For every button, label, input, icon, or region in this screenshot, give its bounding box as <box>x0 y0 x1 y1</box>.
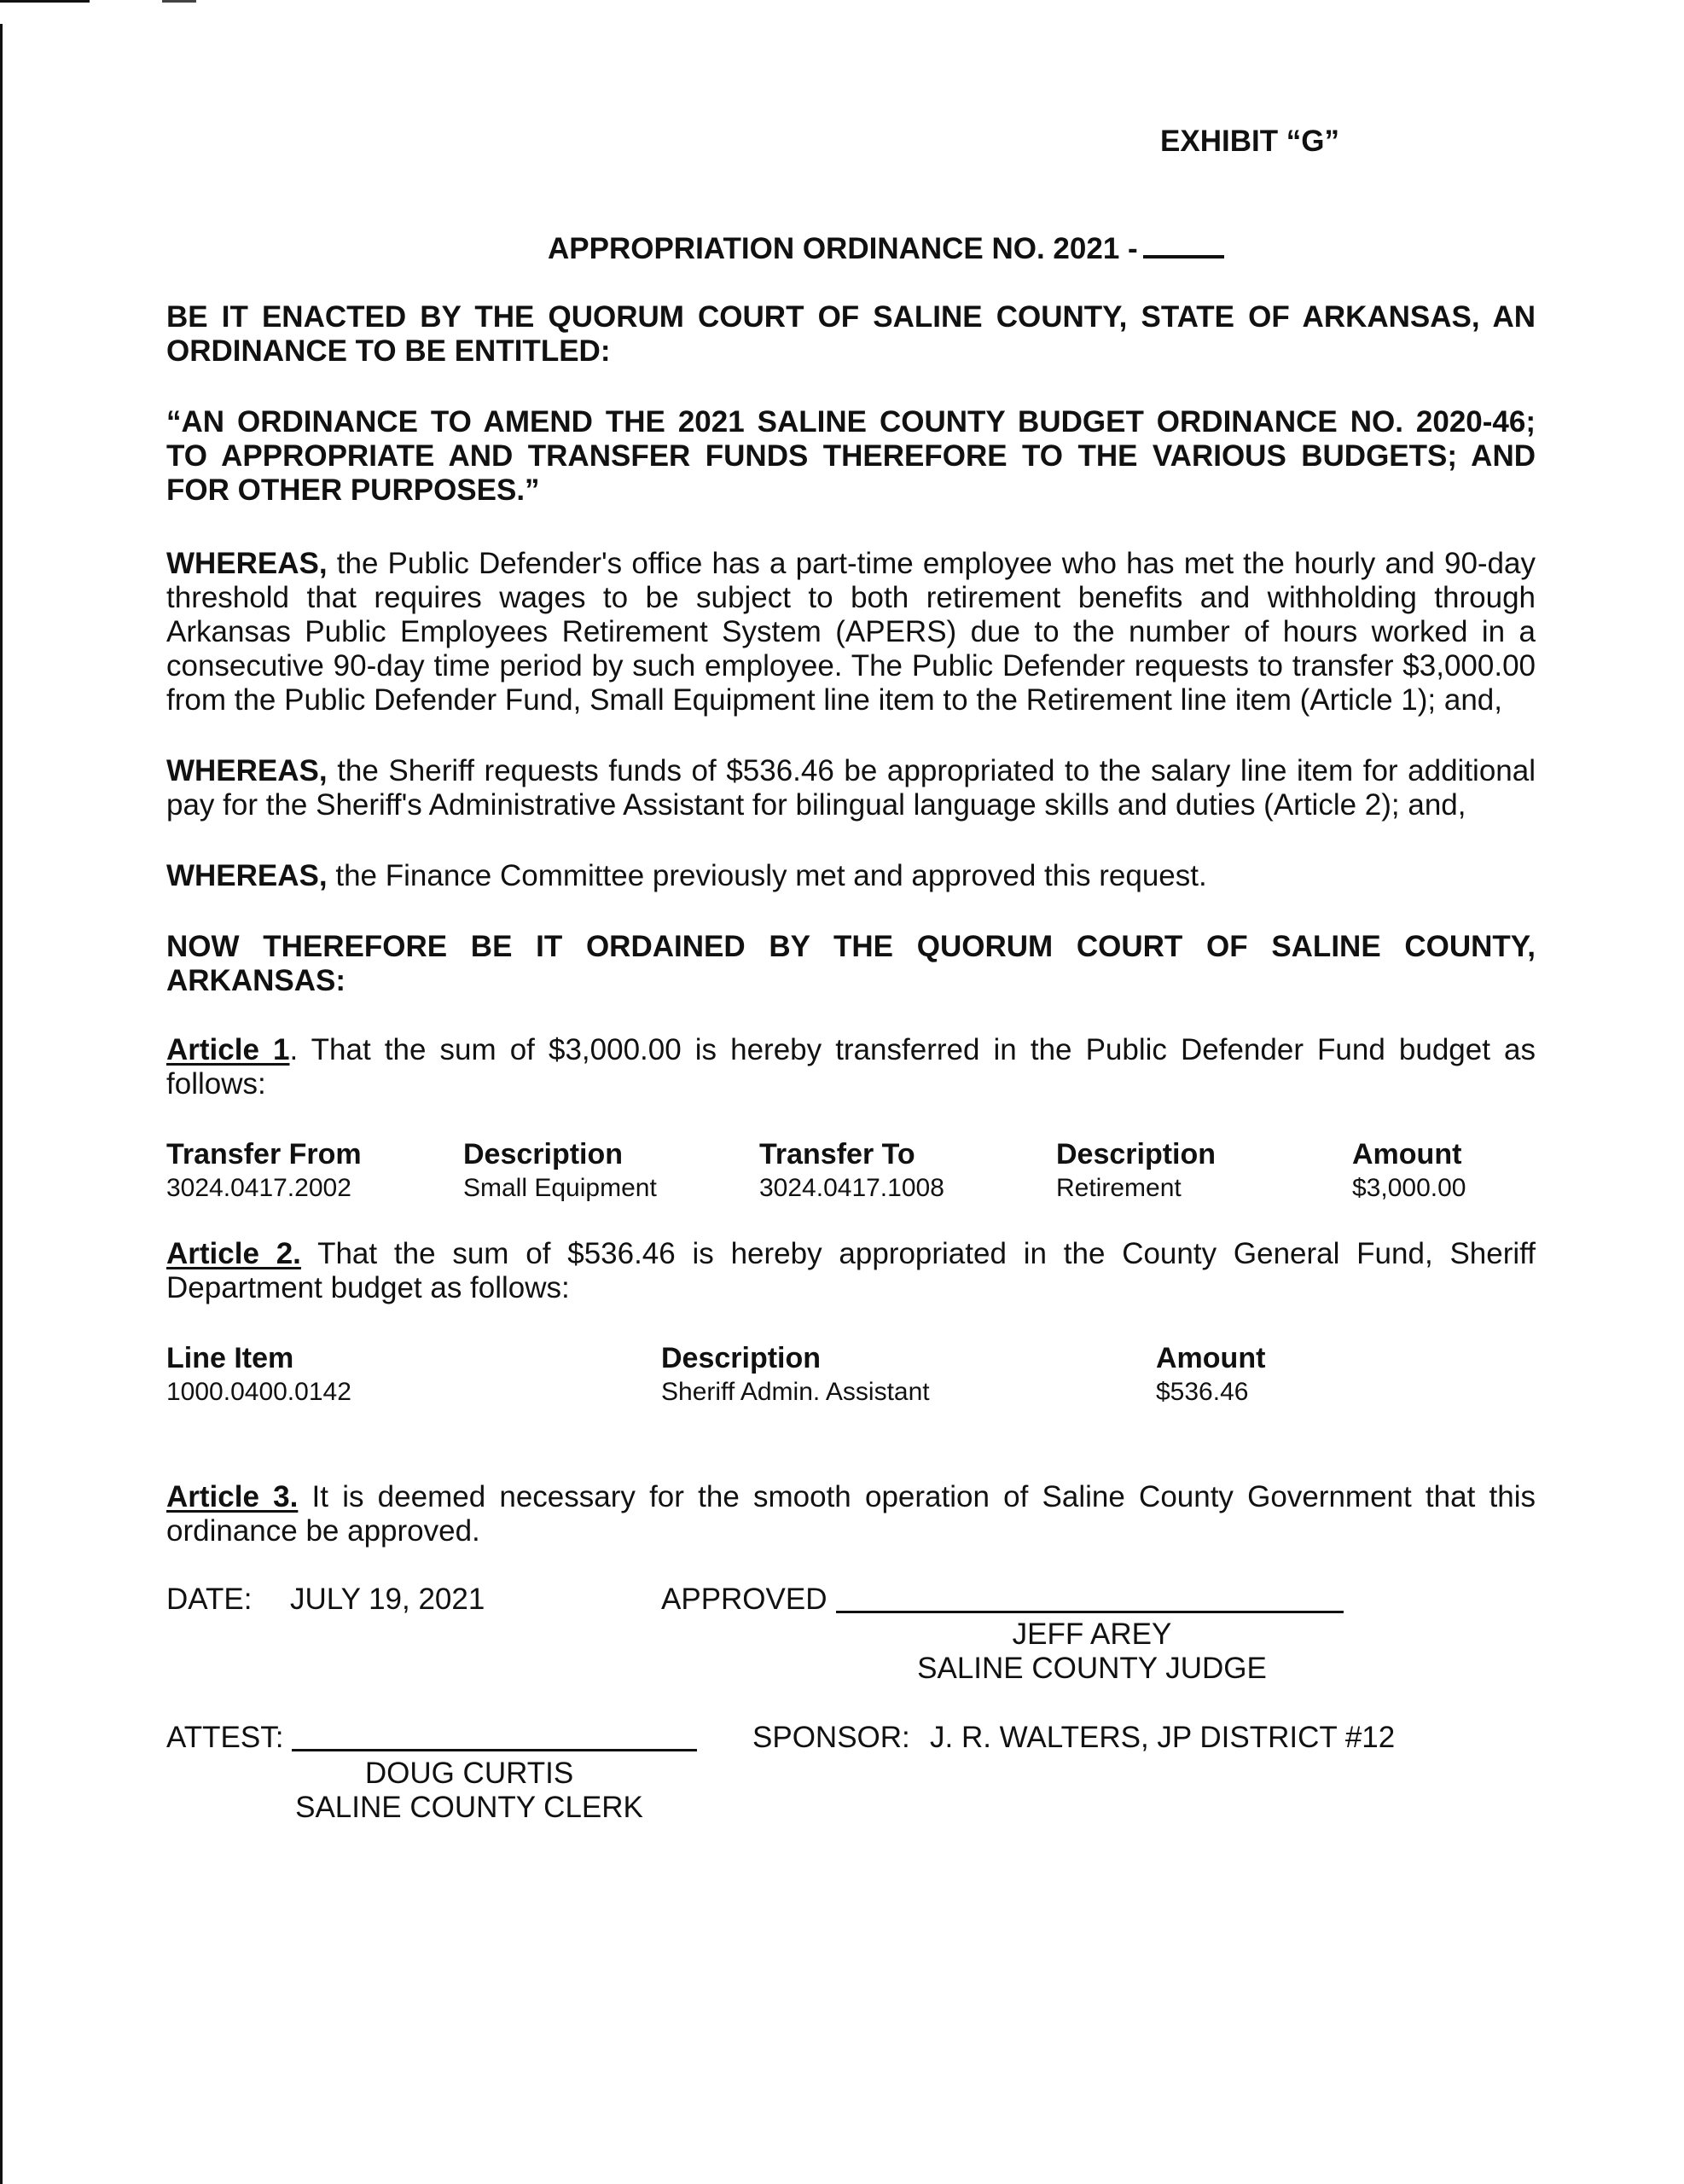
table-header: Description <box>1056 1138 1217 1170</box>
date-label: DATE: <box>166 1583 253 1616</box>
scan-mark <box>162 0 196 3</box>
table-header: Transfer From <box>166 1138 362 1170</box>
judge-signature-line[interactable] <box>836 1611 1344 1613</box>
whereas-lead: WHEREAS, <box>166 859 328 892</box>
table-header: Transfer To <box>759 1138 915 1170</box>
attest-label: ATTEST: <box>166 1721 284 1754</box>
whereas-text: the Sheriff requests funds of $536.46 be appropriated to the salary line item for additional pay for the Sheriff's Administrative Assistant for bilingual language skills and duties (Article 2); and, <box>166 754 1536 822</box>
ordaining-clause: NOW THEREFORE BE IT ORDAINED BY THE QUORUM COURT OF SALINE COUNTY, ARKANSAS: <box>166 930 1536 997</box>
clerk-name: DOUG CURTIS <box>364 1757 574 1790</box>
table-header: Description <box>661 1342 822 1374</box>
table-header: Line Item <box>166 1342 294 1374</box>
article-1-label: Article 1 <box>166 1033 290 1066</box>
page-title <box>548 232 1224 266</box>
article-3 <box>166 1480 1536 1548</box>
title-text: APPROPRIATION ORDINANCE NO. 2021 - <box>548 232 1138 265</box>
judge-title: SALINE COUNTY JUDGE <box>917 1652 1267 1685</box>
whereas-clause-1 <box>166 547 1536 717</box>
scan-border-top <box>0 0 90 3</box>
whereas-clause-3 <box>166 859 1536 893</box>
table-cell: 3024.0417.1008 <box>759 1174 944 1202</box>
whereas-lead: WHEREAS, <box>166 754 328 787</box>
ordinance-number-blank <box>1143 255 1224 258</box>
article-1 <box>166 1033 1536 1101</box>
article-2 <box>166 1237 1536 1305</box>
article-3-text: It is deemed necessary for the smooth operation of Saline County Government that this ordinance be approved. <box>166 1480 1536 1548</box>
table-header: Description <box>463 1138 624 1170</box>
approved-label: APPROVED <box>661 1583 827 1616</box>
judge-name: JEFF AREY <box>1012 1618 1172 1651</box>
table-cell: Retirement <box>1056 1174 1182 1202</box>
article-2-text: That the sum of $536.46 is hereby appropriated in the County General Fund, Sheriff Department budget as follows: <box>166 1237 1536 1304</box>
ordinance-title: “AN ORDINANCE TO AMEND THE 2021 SALINE COUNTY BUDGET ORDINANCE NO. 2020-46; TO APPROPRIATE AND TRANSFER FUNDS THEREFORE TO THE VARIOUS BUDGETS; AND FOR OTHER PURPOSES.” <box>166 405 1536 507</box>
whereas-text: the Public Defender's office has a part-time employee who has met the hourly and 90-day threshold that requires wages to be subject to both retirement benefits and withholding through Arkansas Public Employees Retirement System (APERS) due to the number of hours worked in a consecutive 90-day time period by such employee. The Public Defender requests to transfer $3,000.00 from the Public Defender Fund, Small Equipment line item to the Retirement line item (Article 1); and, <box>166 547 1536 717</box>
table-cell: 3024.0417.2002 <box>166 1174 351 1202</box>
clerk-title: SALINE COUNTY CLERK <box>295 1791 643 1824</box>
clerk-signature-line[interactable] <box>292 1749 697 1751</box>
table-cell: 1000.0400.0142 <box>166 1378 351 1406</box>
sponsor-label: SPONSOR: <box>752 1721 910 1754</box>
table-cell: $3,000.00 <box>1352 1174 1466 1202</box>
sponsor-value: J. R. WALTERS, JP DISTRICT #12 <box>930 1721 1396 1754</box>
whereas-text: the Finance Committee previously met and approved this request. <box>327 859 1207 892</box>
table-cell: Sheriff Admin. Assistant <box>661 1378 930 1406</box>
article-1-punct: . <box>289 1033 299 1066</box>
whereas-clause-2 <box>166 754 1536 822</box>
article-2-label: Article 2. <box>166 1237 301 1270</box>
whereas-lead: WHEREAS, <box>166 547 328 580</box>
table-header: Amount <box>1156 1342 1266 1374</box>
date-value: JULY 19, 2021 <box>290 1583 485 1616</box>
table-cell: Small Equipment <box>463 1174 657 1202</box>
exhibit-label: EXHIBIT “G” <box>1160 125 1340 158</box>
article-3-label: Article 3. <box>166 1480 299 1513</box>
table-header: Amount <box>1352 1138 1462 1170</box>
article-1-text: That the sum of $3,000.00 is hereby transferred in the Public Defender Fund budget as follows: <box>166 1033 1536 1101</box>
enacting-clause: BE IT ENACTED BY THE QUORUM COURT OF SALINE COUNTY, STATE OF ARKANSAS, AN ORDINANCE TO BE ENTITLED: <box>166 300 1536 368</box>
table-cell: $536.46 <box>1156 1378 1249 1406</box>
scan-border-left <box>0 24 3 2184</box>
